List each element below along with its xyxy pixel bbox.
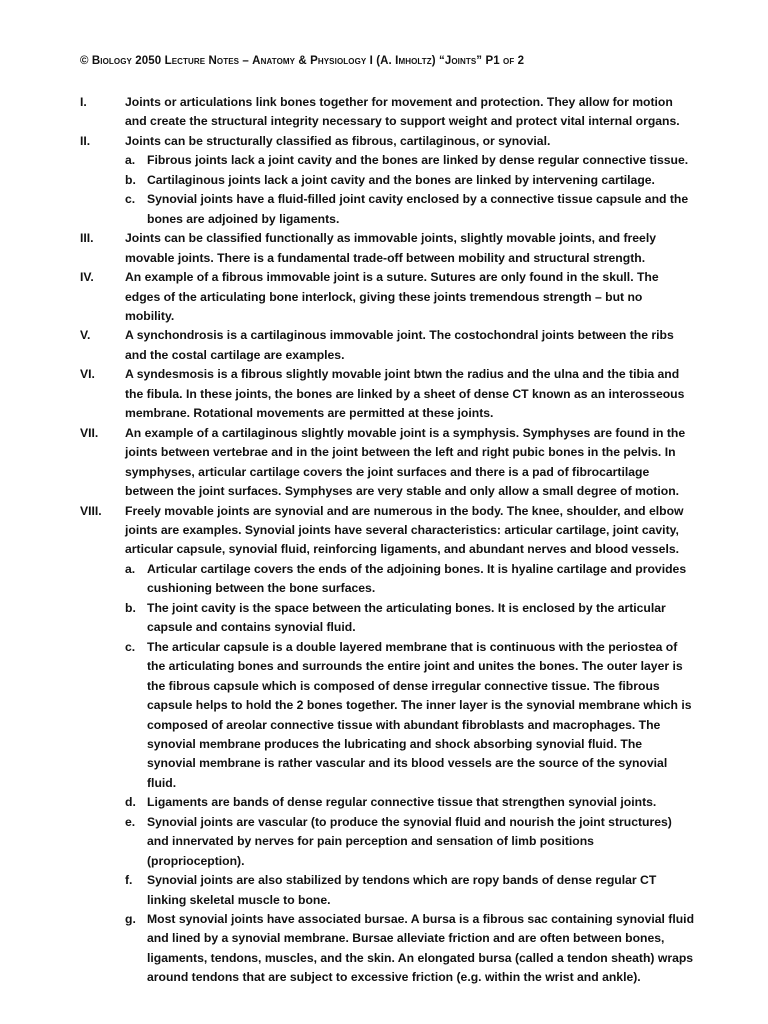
outline-section [80, 326, 694, 365]
section-number: IV. [80, 270, 94, 285]
section-text: A synchondrosis is a cartilaginous immovable joint. The costochondral joints between the ribs and the costal cartilage are examples. [125, 328, 674, 362]
subitem-letter: f. [125, 873, 133, 888]
subitem-text: The articular capsule is a double layered membrane that is continuous with the periostea of the articulating bones and surrounds the entire joint and unites the bones. The outer layer is the fibrous capsule which is composed of dense irregular connective tissue. The fibrous capsule helps to hold the 2 bones together. The inner layer is the synovial membrane which is composed of areolar connective tissue with abundant fibroblasts and macrophages. The synovial membrane produces the lubricating and shock absorbing synovial fluid. The synovial membrane is rather vascular and its blood vessels are the source of the synovial fluid. [147, 639, 692, 790]
page-total: 2 [514, 55, 525, 67]
subitem-letter: c. [125, 639, 136, 654]
subitem-letter: b. [125, 172, 136, 187]
section-number: VI. [80, 367, 95, 382]
page-of: of [503, 55, 515, 67]
subitem-letter: a. [125, 153, 136, 168]
course-name: Biology 2050 Lecture Notes [91, 55, 240, 67]
section-number: III. [80, 231, 94, 246]
instructor-open: ( [372, 55, 381, 67]
outline-section [80, 132, 694, 151]
outline-subitem [125, 910, 694, 988]
subitem-letter: e. [125, 814, 136, 829]
subitem-letter: b. [125, 600, 136, 615]
outline-section [80, 424, 694, 502]
instructor-name: A. Imholtz [380, 55, 432, 67]
section-number: VII. [80, 425, 99, 440]
subitem-letter: g. [125, 912, 136, 927]
subitem-text: Cartilaginous joints lack a joint cavity and the bones are linked by intervening cartilage. [147, 172, 655, 187]
outline-subitem [125, 813, 694, 871]
subitem-letter: a. [125, 561, 136, 576]
subitem-text: Synovial joints are vascular (to produce the synovial fluid and nourish the joint structures) and innervated by nerves for pain perception and sensation of limb positions (proprioception). [147, 814, 672, 868]
section-number: II. [80, 133, 91, 148]
outline-section [80, 268, 694, 326]
subitem-text: Articular cartilage covers the ends of the adjoining bones. It is hyaline cartilage and provides cushioning between the bone surfaces. [147, 561, 687, 596]
outline-section [80, 93, 694, 132]
outline-subitem [125, 871, 694, 910]
section-text: An example of a fibrous immovable joint is a suture. Sutures are only found in the skull. The edges of the articulating bone interlock, giving these joints tremendous strength – but no mobility. [125, 270, 659, 323]
subject-name: Anatomy & Physiology I [252, 55, 373, 67]
section-number: I. [80, 95, 87, 109]
section-text: Freely movable joints are synovial and are numerous in the body. The knee, shoulder, and elbow joints are examples. Synovial joints have several characteristics: articular cartilage, joint cavity, articular capsule, synovial fluid, reinforcing ligaments, and abundant nerves and blood vessels. [125, 503, 684, 557]
section-text: Joints can be classified functionally as immovable joints, slightly movable joints, and freely movable joints. There is a fundamental trade-off between mobility and structural strength. [125, 231, 656, 265]
section-text: An example of a cartilaginous slightly movable joint is a symphysis. Symphyses are found in the joints between vertebrae and in the joint between the left and right pubic bones in the pelvis. In symphyses, articular cartilage covers the joint surfaces and there is a pad of fibrocartilage between the joint surfaces. Symphyses are very stable and only allow a small degree of motion. [125, 425, 686, 499]
section-text: Joints can be structurally classified as fibrous, cartilaginous, or synovial. [125, 133, 551, 148]
outline-subitem [125, 190, 694, 229]
notes-outline [80, 93, 694, 988]
subitem-text: Ligaments are bands of dense regular connective tissue that strengthen synovial joints. [147, 795, 657, 810]
header-dash: – [239, 55, 253, 67]
subitem-letter: d. [125, 795, 136, 810]
outline-subitem [125, 599, 694, 638]
outline-subitem [125, 638, 694, 794]
section-number: VIII. [80, 503, 102, 518]
subitem-text: Most synovial joints have associated bursae. A bursa is a fibrous sac containing synovial fluid and lined by a synovial membrane. Bursae alleviate friction and are often between bones, ligaments, tendons, muscles, and the skin. An elongated bursa (called a tendon sheath) wraps around tendons that are subject to excessive friction (e.g. within the wrist and ankle). [147, 912, 695, 985]
section-text: Joints or articulations link bones together for movement and protection. They allow for motion and create the structural integrity necessary to support weight and protect vital internal organs. [125, 95, 680, 129]
subitem-text: The joint cavity is the space between the articulating bones. It is enclosed by the articular capsule and contains synovial fluid. [147, 600, 666, 635]
outline-section [80, 502, 694, 560]
page-header [80, 55, 524, 67]
outline-subitem [125, 151, 694, 170]
subitem-text: Synovial joints have a fluid-filled joint cavity enclosed by a connective tissue capsule and the bones are adjoined by ligaments. [147, 192, 689, 226]
subitem-text: Synovial joints are also stabilized by tendons which are ropy bands of dense regular CT linking skeletal muscle to bone. [147, 873, 657, 907]
outline-section [80, 365, 694, 423]
outline-subitem [125, 171, 694, 190]
topic-title: “Joints” [439, 55, 483, 67]
outline-section [80, 229, 694, 268]
section-text: A syndesmosis is a fibrous slightly movable joint btwn the radius and the ulna and the tibia and the fibula. In these joints, the bones are linked by a sheet of dense CT known as an interosseous membrane. Rotational movements are permitted at these joints. [125, 367, 685, 421]
subitem-letter: c. [125, 192, 136, 207]
outline-subitem [125, 793, 694, 812]
page-label: P1 [482, 55, 504, 67]
subitem-text: Fibrous joints lack a joint cavity and the bones are linked by dense regular connective tissue. [147, 153, 689, 168]
copyright-symbol: © [80, 55, 89, 67]
instructor-close: ) [431, 55, 440, 67]
outline-subitem [125, 560, 694, 599]
section-number: V. [80, 328, 91, 343]
